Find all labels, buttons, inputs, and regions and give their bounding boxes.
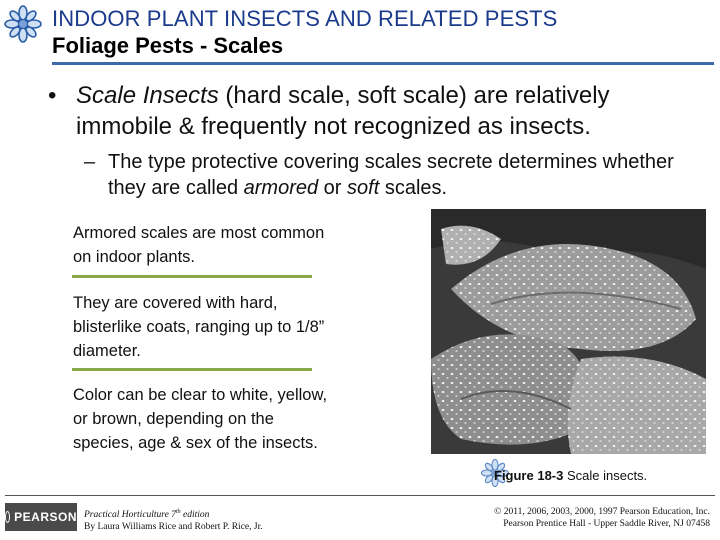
pearson-seal-icon (5, 511, 10, 523)
flower-logo-icon (3, 4, 43, 44)
bullet-sub (84, 149, 694, 201)
book-edition: edition (180, 510, 210, 521)
book-authors: By Laura Williams Rice and Robert P. Rice, Jr. (84, 522, 263, 533)
footer-book-info (84, 506, 263, 533)
term-soft: soft (347, 177, 380, 199)
green-divider (72, 368, 312, 371)
slide-title: INDOOR PLANT INSECTS AND RELATED PESTS (52, 6, 558, 31)
publisher-text: Pearson Prentice Hall - Upper Saddle River, NJ 07458 (503, 519, 710, 529)
bullet-sub-text: The type protective covering scales secrete determines whether they are called (108, 151, 674, 199)
note-armored-common: Armored scales are most common on indoor plants. (73, 224, 325, 266)
slide-subtitle: Foliage Pests - Scales (52, 33, 284, 58)
title-underline (52, 62, 714, 65)
bullet-main (48, 80, 698, 142)
bullet-sub-end: scales. (379, 177, 448, 199)
note-color: Color can be clear to white, yellow, or brown, depending on the species, age & sex of the insects. (73, 386, 328, 452)
bullet-sub-or: or (318, 177, 348, 199)
pearson-logo (5, 503, 77, 531)
book-edition-sup: th (176, 509, 181, 515)
scale-insects-photo (431, 209, 706, 454)
term-armored: armored (243, 177, 319, 199)
figure-caption-text: Scale insects. (563, 468, 648, 483)
figure-caption (494, 468, 647, 483)
bullet-main-term: Scale Insects (76, 82, 219, 109)
footer-divider (5, 495, 715, 496)
bullet-main-text: (hard scale, soft scale) are relatively immobile & frequently not recognized as insects. (76, 82, 610, 140)
logo-text: PEARSON (14, 510, 77, 524)
note-hard-coats: They are covered with hard, blisterlike coats, ranging up to 1/8” diameter. (73, 294, 325, 360)
green-divider (72, 275, 312, 278)
book-title: Practical Horticulture 7 (84, 510, 176, 521)
footer-copyright (494, 506, 710, 530)
figure-label: Figure 18-3 (494, 468, 564, 483)
bullet-dash: – (84, 151, 96, 173)
copyright-text: © 2011, 2006, 2003, 2000, 1997 Pearson Education, Inc. (494, 507, 710, 517)
bullet-dot: • (48, 82, 57, 109)
